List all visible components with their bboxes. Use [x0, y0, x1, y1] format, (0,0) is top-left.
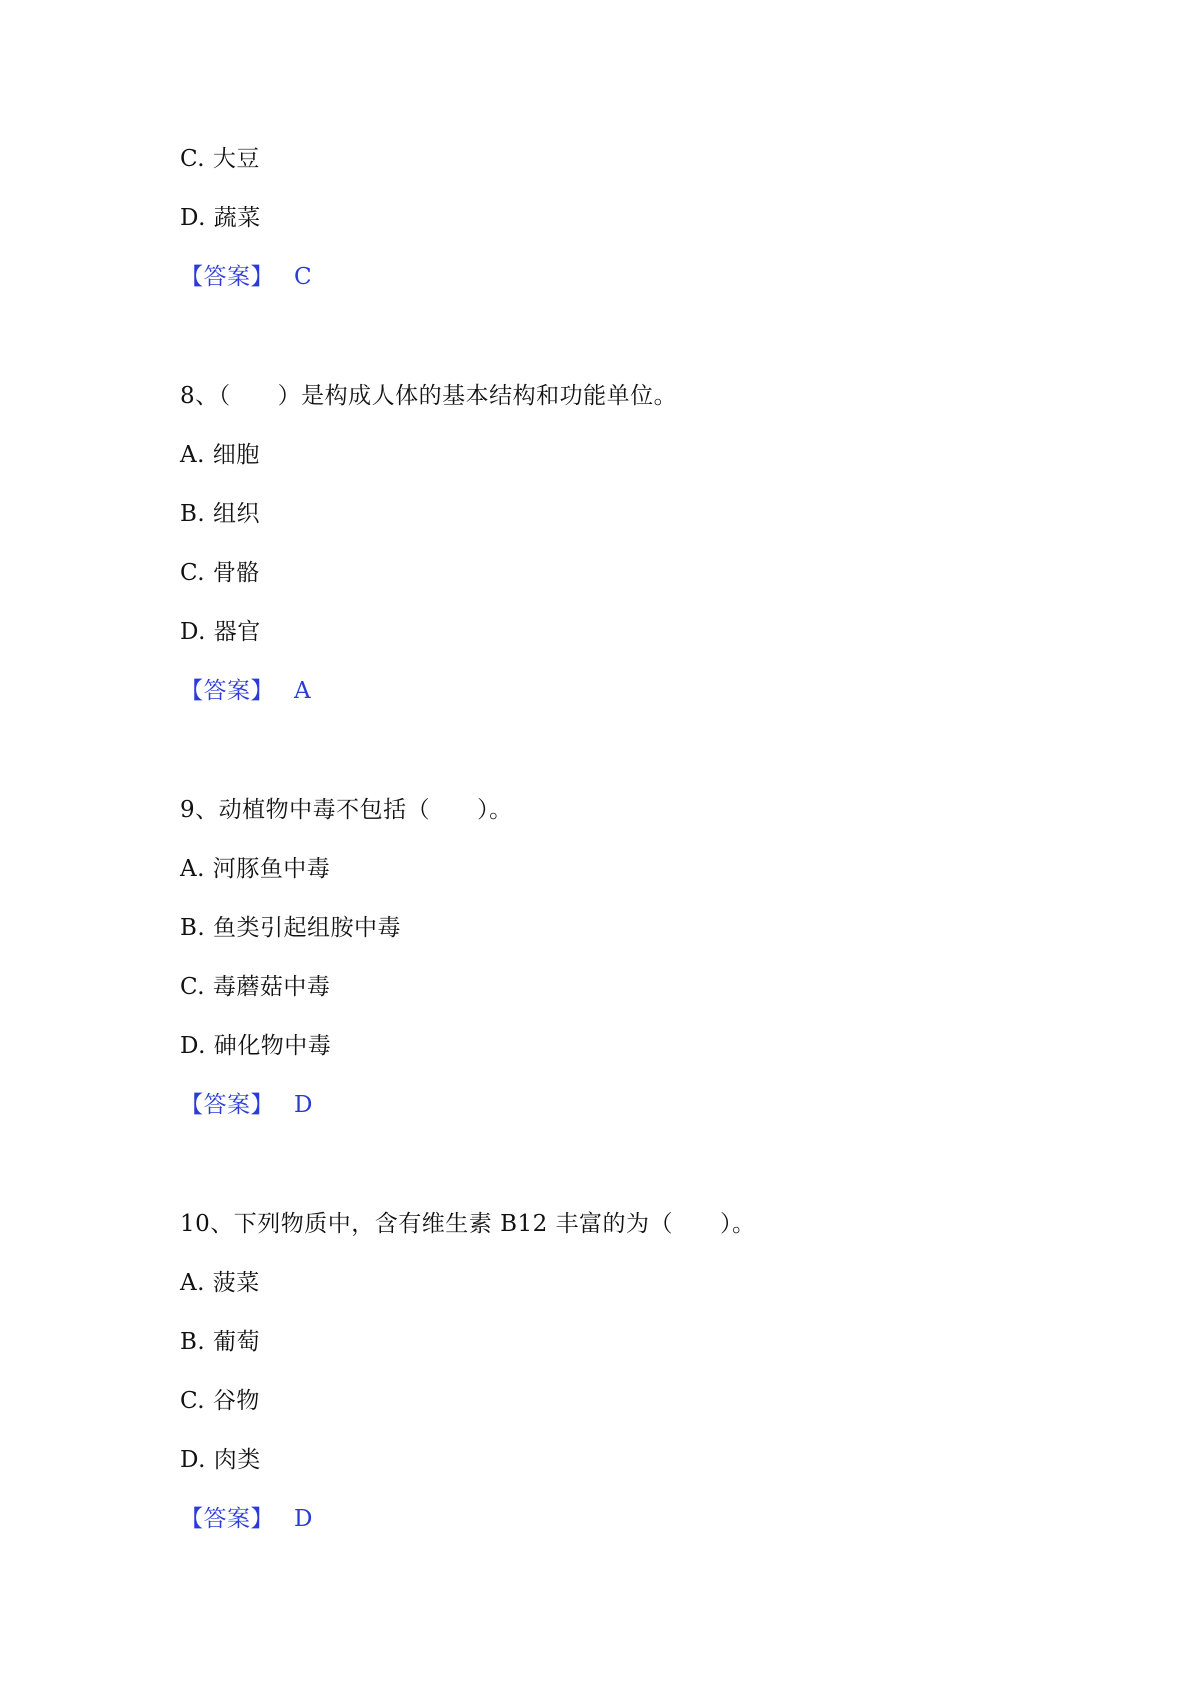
option-d: D. 蔬菜	[180, 205, 261, 231]
option-c: C. 毒蘑菇中毒	[180, 974, 331, 1000]
answer-label: 【答案】	[180, 678, 274, 704]
answer-line	[180, 676, 311, 706]
option-a: A. 细胞	[180, 442, 260, 468]
question-9: 9、动植物中毒不包括（ ）。	[180, 797, 513, 823]
answer-line	[180, 262, 312, 292]
option-b: B. 葡萄	[180, 1329, 261, 1355]
answer-label: 【答案】	[180, 1506, 274, 1532]
option-b: B. 鱼类引起组胺中毒	[180, 915, 402, 941]
question-8: 8、（ ）是构成人体的基本结构和功能单位。	[180, 383, 678, 409]
option-c: C. 谷物	[180, 1388, 260, 1414]
answer-label: 【答案】	[180, 264, 274, 290]
option-c: C. 骨骼	[180, 560, 260, 586]
answer-value: A	[294, 678, 312, 704]
option-c: C. 大豆	[180, 146, 260, 172]
answer-label: 【答案】	[180, 1092, 274, 1118]
option-a: A. 菠菜	[180, 1270, 260, 1296]
answer-line	[180, 1504, 313, 1534]
option-d: D. 肉类	[180, 1447, 261, 1473]
option-a: A. 河豚鱼中毒	[180, 856, 331, 882]
answer-line	[180, 1090, 313, 1120]
option-b: B. 组织	[180, 501, 261, 527]
answer-value: D	[294, 1506, 313, 1532]
option-d: D. 砷化物中毒	[180, 1033, 332, 1059]
question-10: 10、下列物质中，含有维生素 B12 丰富的为（ ）。	[180, 1211, 756, 1237]
answer-value: D	[294, 1092, 313, 1118]
answer-value: C	[294, 264, 313, 290]
option-d: D. 器官	[180, 619, 261, 645]
